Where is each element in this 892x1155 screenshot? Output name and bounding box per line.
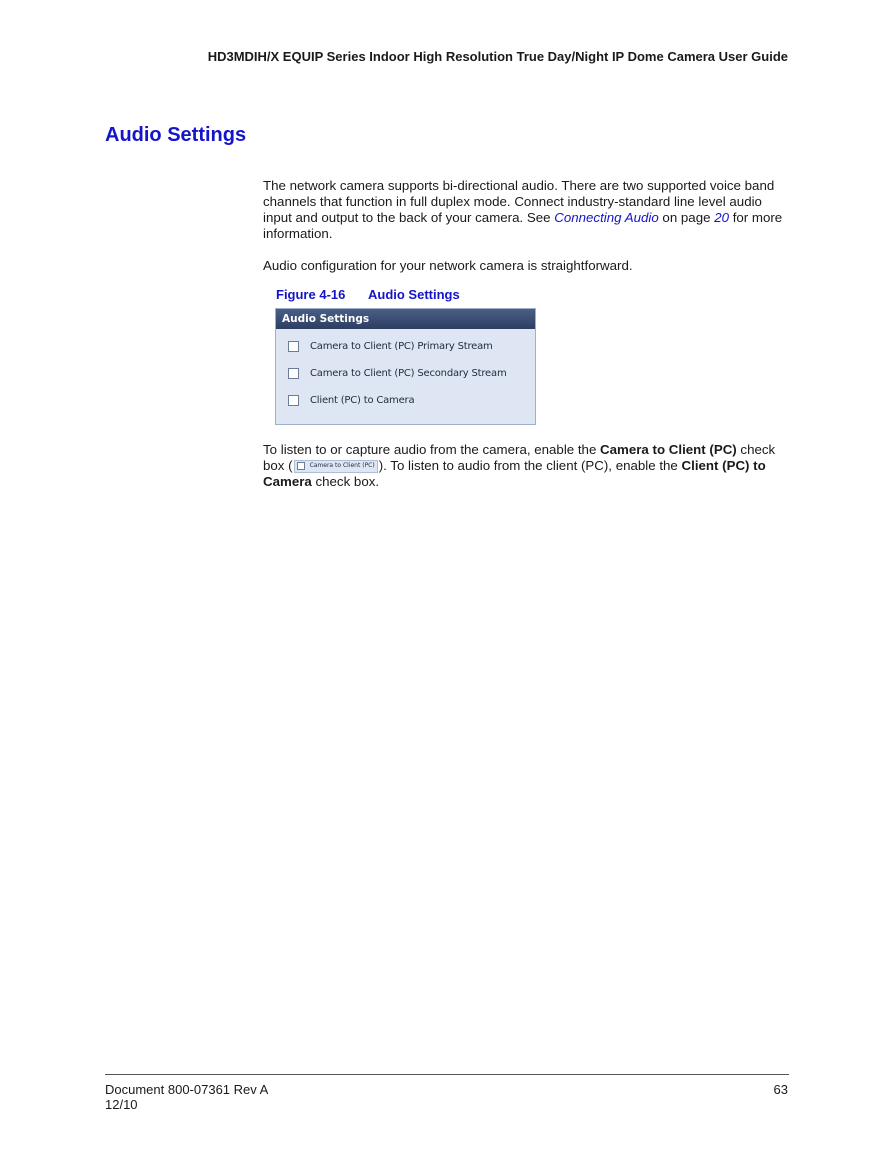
listen-text-b: check box ( xyxy=(263,442,776,473)
intro-text-b: on page xyxy=(658,210,715,225)
connecting-audio-link[interactable]: Connecting Audio xyxy=(554,210,659,225)
client-to-camera-option[interactable] xyxy=(288,393,414,407)
intro-paragraph xyxy=(263,178,791,242)
footer-document-number: Document 800-07361 Rev A xyxy=(105,1082,269,1097)
figure-number: Figure 4-16 xyxy=(276,287,346,302)
audio-settings-panel xyxy=(275,308,536,425)
client-to-camera-label: Client (PC) to Camera xyxy=(310,394,415,406)
secondary-stream-checkbox[interactable] xyxy=(288,368,299,379)
page-number: 63 xyxy=(773,1082,788,1097)
section-heading: Audio Settings xyxy=(105,124,247,146)
primary-stream-option[interactable] xyxy=(288,339,493,353)
footer-date: 12/10 xyxy=(105,1097,138,1112)
listen-text-a: To listen to or capture audio from the camera, enable the xyxy=(263,442,601,457)
inline-checkbox-icon xyxy=(297,462,305,470)
listen-text-c: ). To listen to audio from the client (PC), enable the xyxy=(378,458,682,473)
secondary-stream-option[interactable] xyxy=(288,366,506,380)
running-header: HD3MDIH/X EQUIP Series Indoor High Resolution True Day/Night IP Dome Camera User Guide xyxy=(207,49,788,64)
inline-checkbox-label: Camera to Client (PC) xyxy=(309,462,375,470)
primary-stream-checkbox[interactable] xyxy=(288,341,299,352)
client-to-camera-checkbox[interactable] xyxy=(288,395,299,406)
intro-text-a: The network camera supports bi-directional audio. There are two supported voice band channels that function in full duplex mode. Connect industry-standard line level audio input and output to the back of your camera. See xyxy=(263,178,775,225)
page-reference-link[interactable]: 20 xyxy=(714,210,729,225)
intro-text-c: for more information. xyxy=(263,210,783,241)
inline-checkbox-image xyxy=(294,460,378,473)
figure-caption xyxy=(276,287,460,302)
camera-to-client-bold: Camera to Client (PC) xyxy=(600,442,737,457)
client-to-camera-bold: Client (PC) to Camera xyxy=(263,458,766,489)
footer-divider xyxy=(105,1074,789,1075)
listen-text-d: check box. xyxy=(311,474,380,489)
secondary-stream-label: Camera to Client (PC) Secondary Stream xyxy=(310,367,507,379)
listen-paragraph xyxy=(263,442,791,490)
config-paragraph xyxy=(263,258,791,274)
config-text: Audio configuration for your network camera is straightforward. xyxy=(263,258,633,273)
panel-title: Audio Settings xyxy=(276,309,535,329)
primary-stream-label: Camera to Client (PC) Primary Stream xyxy=(310,340,493,352)
figure-title: Audio Settings xyxy=(368,287,460,302)
